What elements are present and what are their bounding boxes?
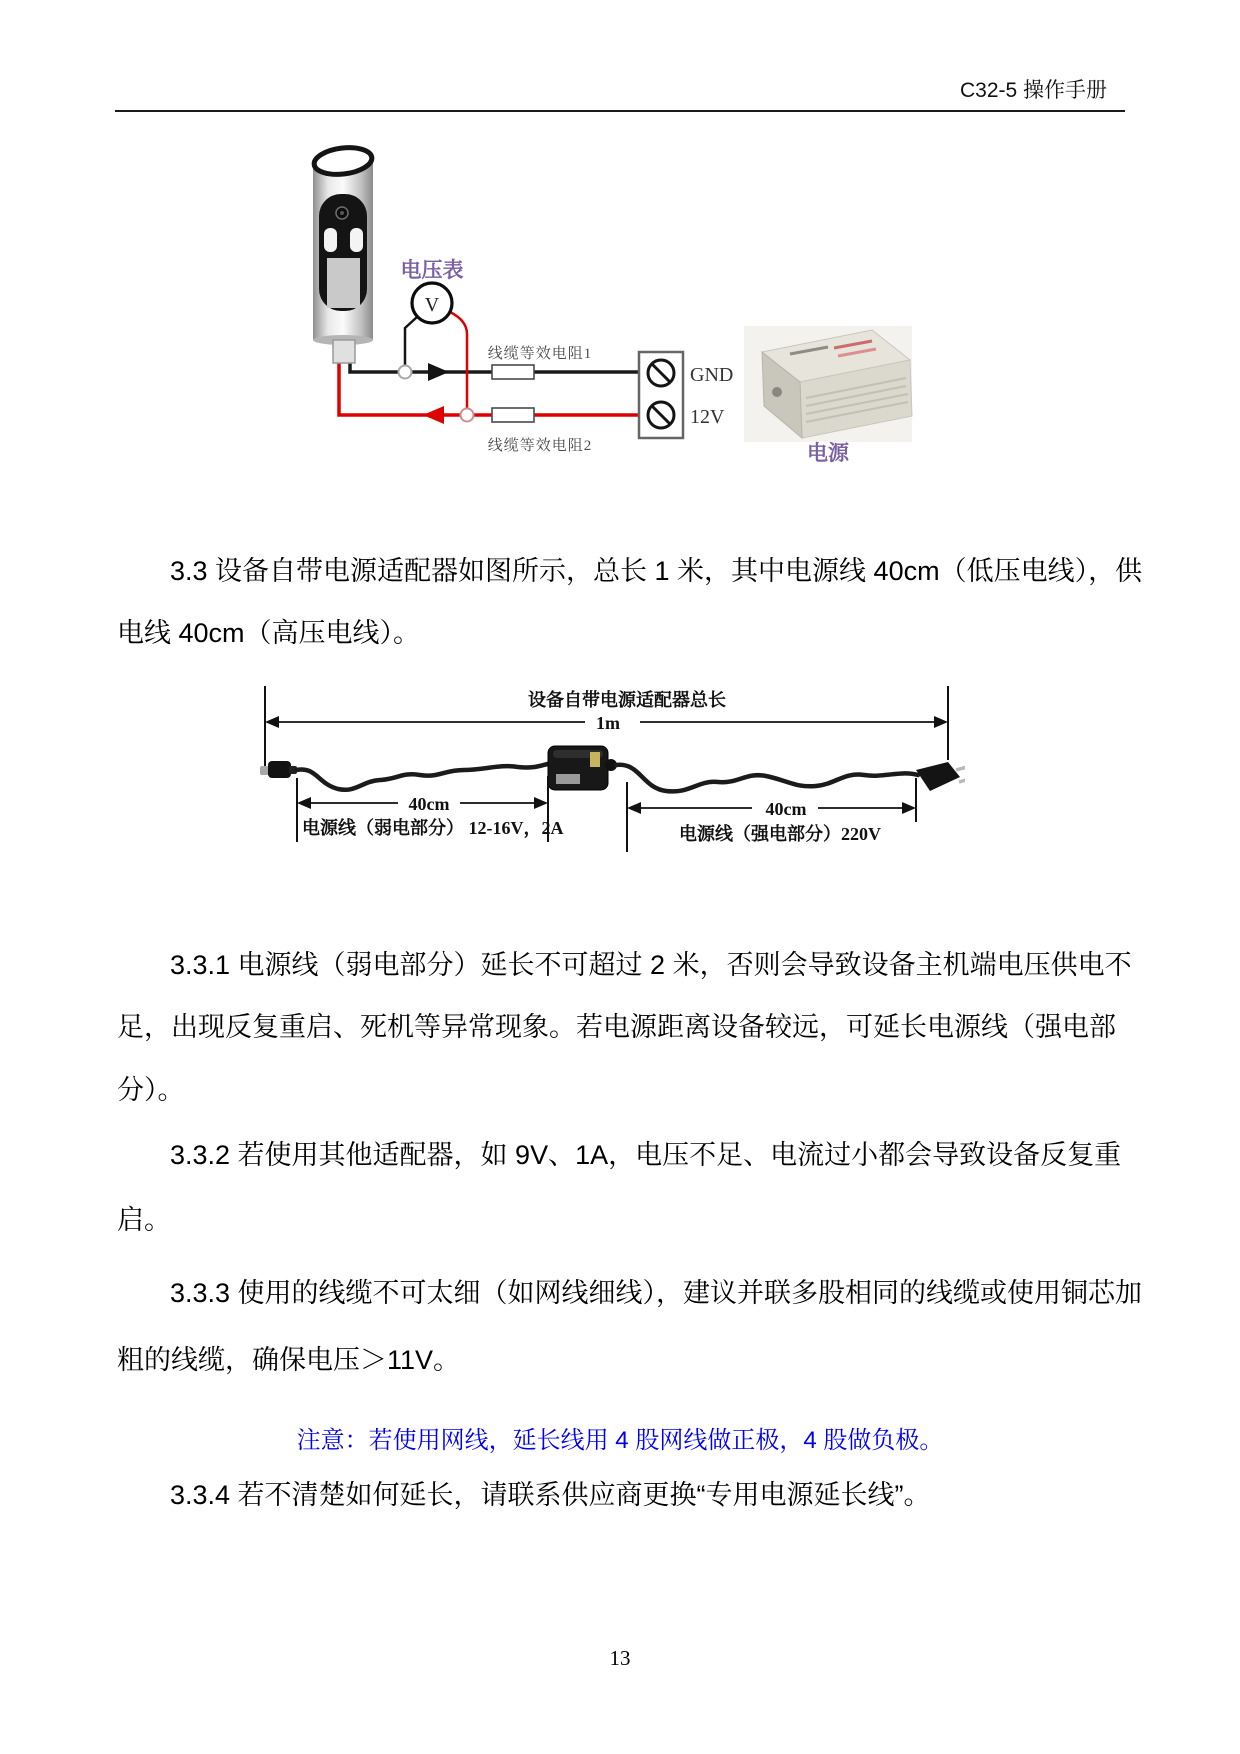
voltmeter: [401, 258, 468, 415]
resistor1-label: 线缆等效电阻1: [487, 346, 593, 362]
ac-plug-prong: [959, 777, 965, 782]
paragraph-3-3-1-line-2: 足，出现反复重启、死机等异常现象。若电源距离设备较远，可延长电源线（强电部: [117, 1012, 1116, 1042]
adapter-cable-photo: [260, 746, 965, 791]
gnd-label: GND: [690, 364, 734, 386]
paragraph-3-3-4: 3.3.4 若不清楚如何延长，请联系供应商更换“专用电源延长线”。: [170, 1480, 931, 1510]
paragraph-3-3-1-line-3: 分）。: [117, 1075, 185, 1105]
arrowhead-left-icon: [627, 802, 641, 814]
12v-wire: [339, 360, 639, 415]
sensor-left: [324, 228, 337, 252]
sensor-right: [350, 228, 363, 252]
terminal-block: [639, 352, 733, 438]
page-number: 13: [609, 1646, 631, 1670]
voltmeter-label: 电压表: [400, 259, 464, 282]
device-connector: [333, 340, 355, 363]
adapter-length-diagram: [235, 672, 965, 872]
warning-note: 注意：若使用网线，延长线用 4 股网线做正极，4 股做负极。: [296, 1427, 944, 1454]
page-header-title: C32-5 操作手册: [959, 79, 1107, 102]
voltmeter-symbol: V: [424, 294, 440, 316]
strong-section-label: 电源线（强电部分）220V: [679, 824, 881, 844]
cable-strong-section: [616, 765, 918, 792]
current-arrow-right-icon: [428, 363, 449, 381]
camera-lens-dot: [340, 211, 344, 215]
dc-plug: [268, 761, 291, 778]
arrowhead-right-icon: [902, 802, 916, 814]
total-length-value: 1m: [596, 713, 620, 733]
psu-connector-dot: [772, 387, 782, 397]
voltmeter-lead-red: [450, 312, 467, 415]
junction-gnd-icon: [399, 366, 412, 379]
arrowhead-left-icon: [265, 716, 279, 728]
ac-plug-prong: [956, 765, 965, 770]
ac-plug: [916, 762, 960, 791]
wiring-diagram: [250, 130, 930, 475]
power-supply-label: 电源: [807, 442, 849, 465]
arrowhead-right-icon: [534, 797, 548, 809]
junction-12v-icon: [461, 409, 474, 422]
weak-section-label: 电源线（弱电部分） 12-16V，2A: [302, 818, 564, 838]
current-arrow-left-icon: [423, 406, 444, 424]
paragraph-3-3-line-1: 3.3 设备自带电源适配器如图所示，总长 1 米，其中电源线 40cm（低压电线），供: [170, 556, 1143, 586]
power-supply-photo: [744, 326, 912, 465]
cable-weak-section: [296, 764, 548, 790]
paragraph-3-3-line-2: 电线 40cm（高压电线）。: [117, 618, 421, 648]
adapter-gray-label: [556, 774, 580, 784]
header-rule: [115, 110, 1125, 112]
paragraph-3-3-2-line-2: 启。: [117, 1205, 171, 1235]
12v-label: 12V: [690, 406, 725, 428]
device-illustration: [313, 145, 374, 363]
adapter-yellow-label: [590, 752, 600, 767]
weak-length-value: 40cm: [408, 794, 450, 814]
device-screen: [327, 258, 360, 308]
arrowhead-left-icon: [297, 797, 311, 809]
dc-plug-tip: [260, 766, 269, 775]
paragraph-3-3-1-line-1: 3.3.1 电源线（弱电部分）延长不可超过 2 米，否则会导致设备主机端电压供电不: [170, 950, 1132, 980]
voltmeter-lead-black: [405, 317, 417, 372]
strong-length-value: 40cm: [765, 799, 807, 819]
resistor1: [492, 365, 534, 379]
paragraph-3-3-2-line-1: 3.3.2 若使用其他适配器，如 9V、1A，电压不足、电流过小都会导致设备反复重: [170, 1140, 1122, 1170]
resistor2-label: 线缆等效电阻2: [487, 438, 593, 454]
total-length-label: 设备自带电源适配器总长: [528, 690, 726, 710]
arrowhead-right-icon: [934, 716, 948, 728]
paragraph-3-3-3-line-1: 3.3.3 使用的线缆不可太细（如网线细线），建议并联多股相同的线缆或使用铜芯加: [170, 1278, 1143, 1308]
resistor2: [492, 408, 534, 422]
paragraph-3-3-3-line-2: 粗的线缆，确保电压＞11V。: [117, 1345, 461, 1375]
